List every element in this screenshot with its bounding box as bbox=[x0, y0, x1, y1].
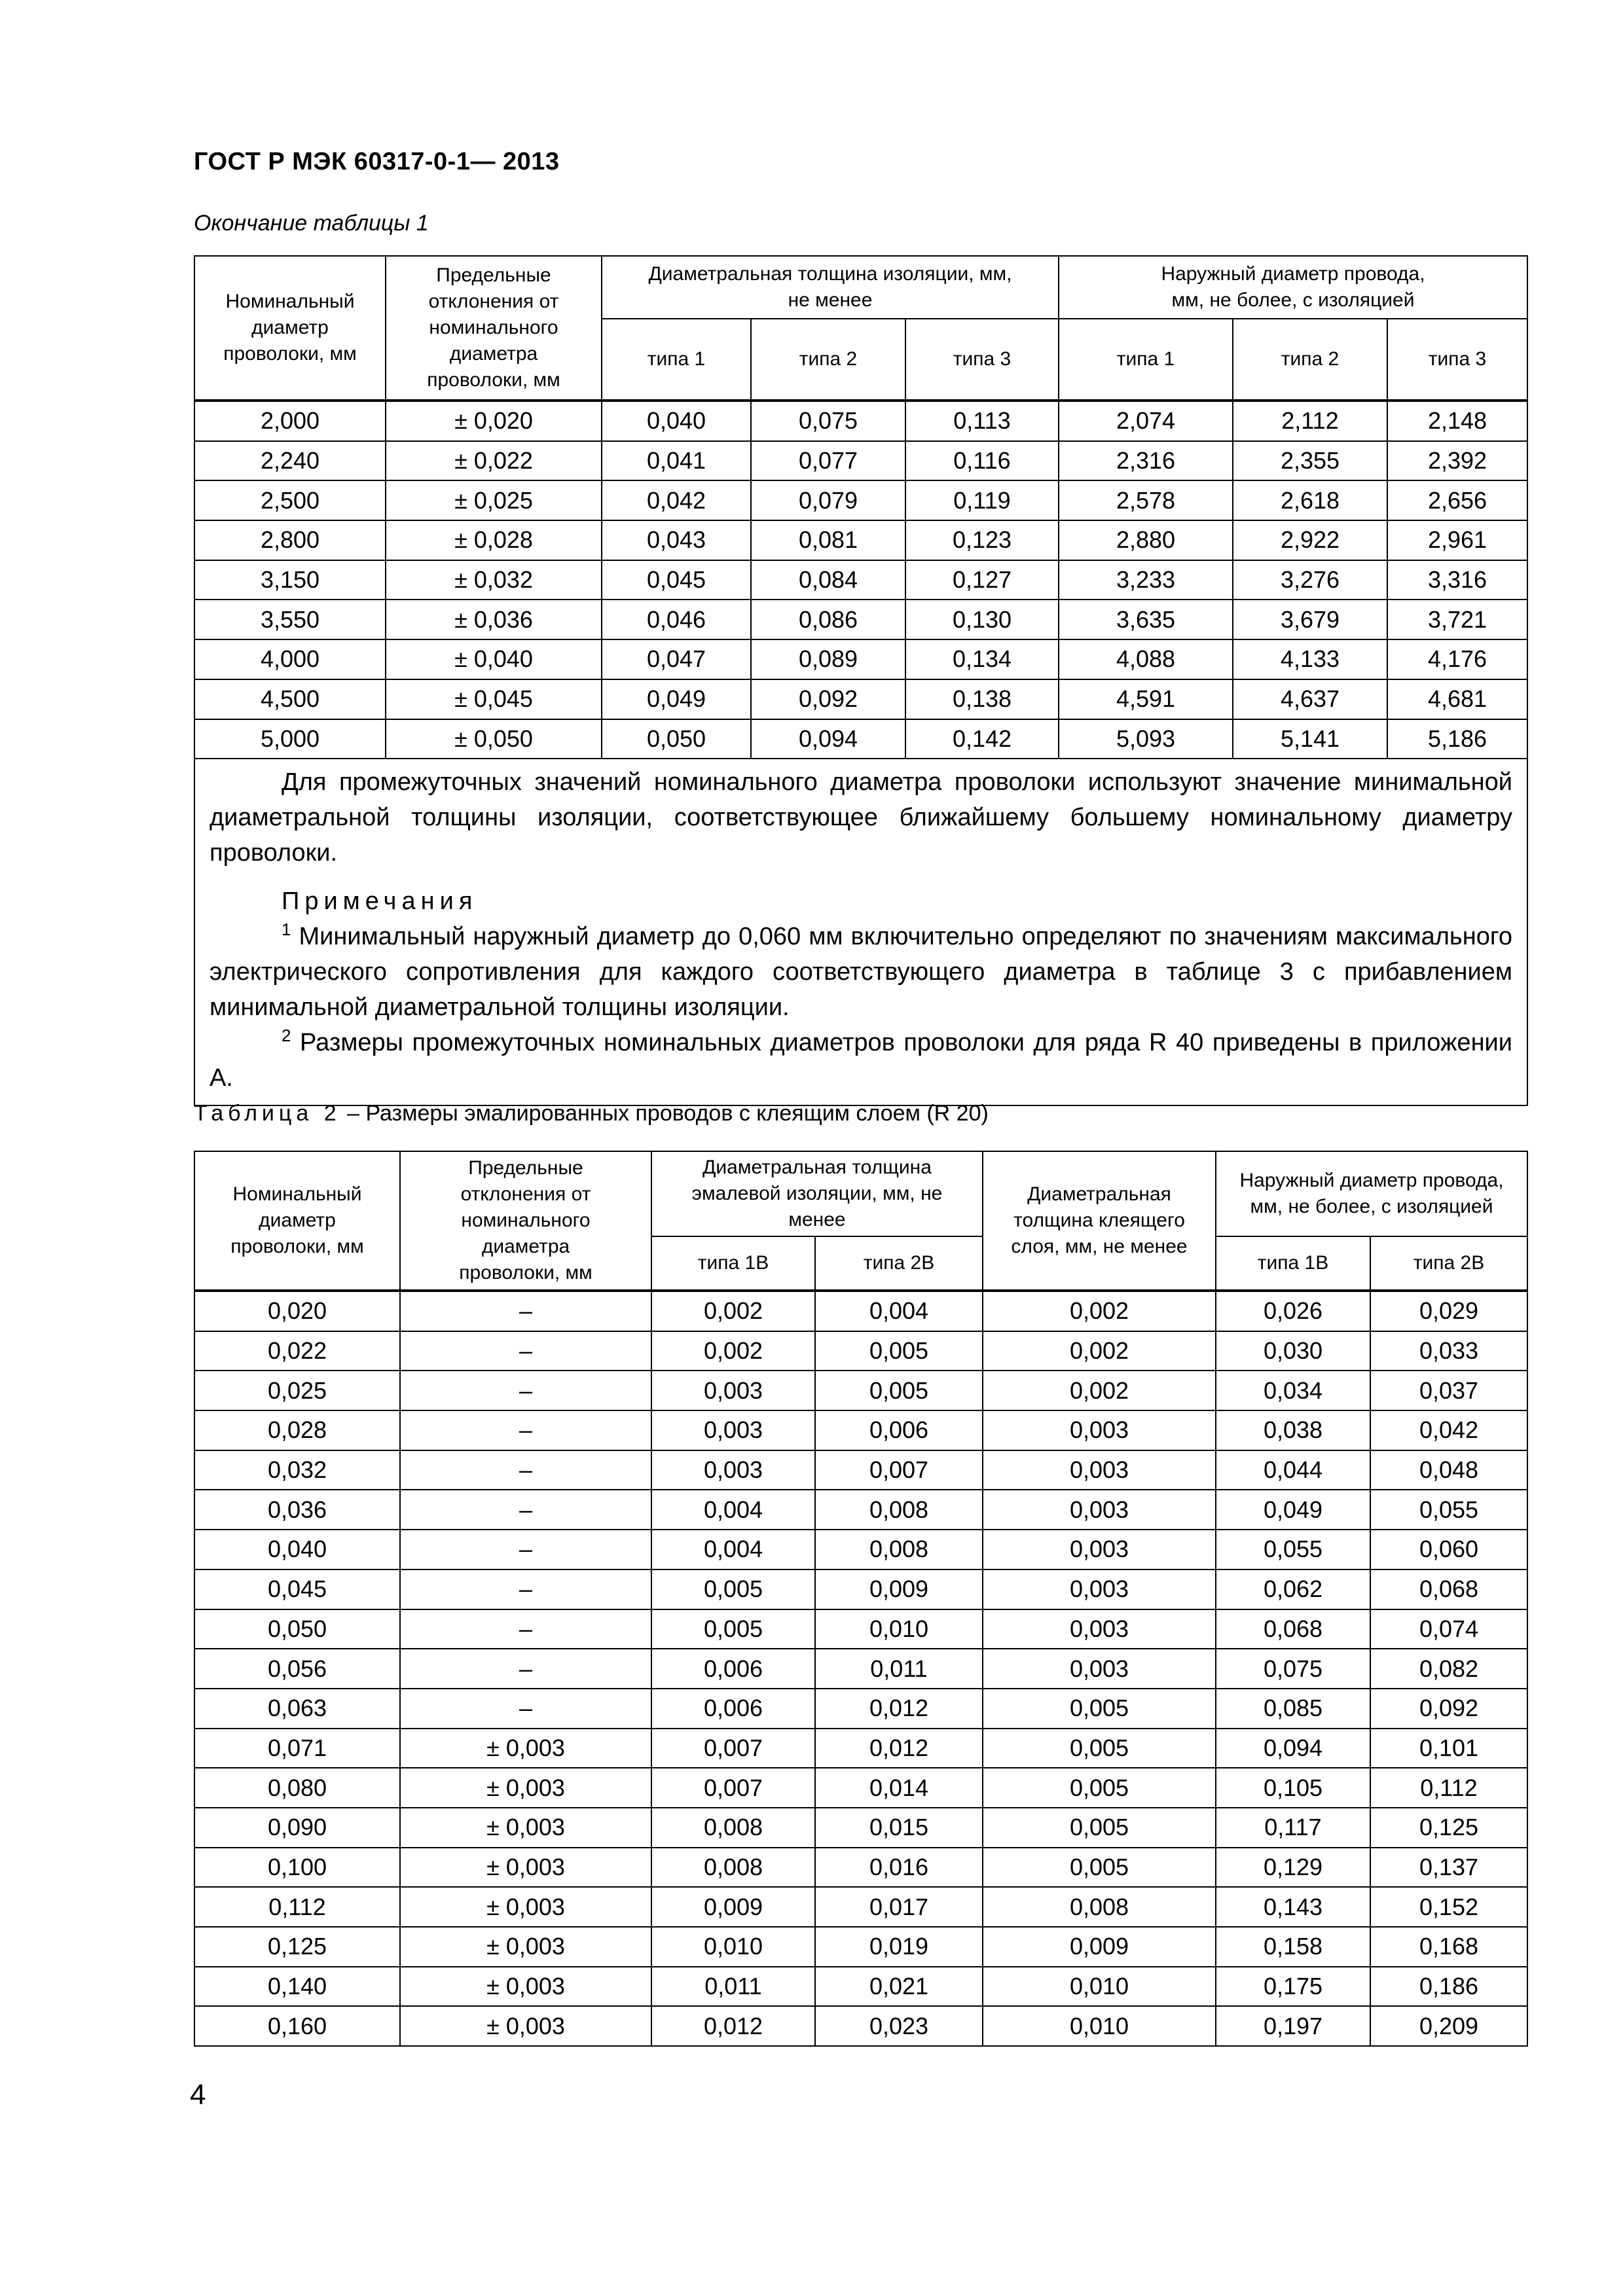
table-cell: 0,009 bbox=[983, 1927, 1216, 1967]
table-cell: 0,005 bbox=[815, 1371, 983, 1410]
table-cell: ± 0,040 bbox=[386, 639, 602, 679]
table-cell: 0,123 bbox=[905, 520, 1059, 560]
table-cell: – bbox=[400, 1331, 651, 1371]
table-cell: 0,010 bbox=[983, 2006, 1216, 2046]
table-cell: 0,197 bbox=[1216, 2006, 1370, 2046]
table-cell: 4,637 bbox=[1233, 679, 1387, 719]
table-cell: 0,125 bbox=[1370, 1808, 1527, 1848]
table-cell: 0,117 bbox=[1216, 1808, 1370, 1848]
table-cell: 4,591 bbox=[1059, 679, 1233, 719]
table-cell: ± 0,003 bbox=[400, 1887, 651, 1927]
table-cell: 0,009 bbox=[651, 1887, 815, 1927]
table-cell: 0,003 bbox=[983, 1609, 1216, 1649]
table-cell: 0,002 bbox=[651, 1291, 815, 1331]
table-cell: 0,038 bbox=[1216, 1410, 1370, 1450]
table-cell: 0,142 bbox=[905, 719, 1059, 759]
table-cell: ± 0,036 bbox=[386, 600, 602, 639]
table-cell: 3,276 bbox=[1233, 560, 1387, 600]
table2-header-tolerance: Предельные отклонения от номинального диаметра проволоки, мм bbox=[400, 1151, 651, 1291]
table2-caption bbox=[194, 1101, 989, 1126]
table-row bbox=[194, 1450, 1527, 1490]
table-cell: 0,005 bbox=[983, 1768, 1216, 1808]
table-cell: 0,003 bbox=[983, 1450, 1216, 1490]
table-cell: 0,092 bbox=[751, 679, 905, 719]
table-cell: ± 0,003 bbox=[400, 1768, 651, 1808]
table-cell: 5,093 bbox=[1059, 719, 1233, 759]
table-cell: 2,148 bbox=[1387, 401, 1527, 441]
notes-intro: Для промежуточных значений номинального диаметра проволоки используют значение минимальной диаметральной толщины изоляции, соответствующее ближайшему большему номинальному диаметру проволоки. bbox=[210, 768, 1513, 867]
table-cell: 0,209 bbox=[1370, 2006, 1527, 2046]
table-cell: 0,005 bbox=[651, 1570, 815, 1609]
table-cell: 0,071 bbox=[194, 1729, 400, 1768]
table-cell: 3,679 bbox=[1233, 600, 1387, 639]
table-cell: 0,043 bbox=[602, 520, 751, 560]
table-cell: 0,005 bbox=[983, 1729, 1216, 1768]
table-cell: 0,008 bbox=[983, 1887, 1216, 1927]
table-cell: 0,094 bbox=[1216, 1729, 1370, 1768]
table-cell: 4,176 bbox=[1387, 639, 1527, 679]
table-cell: – bbox=[400, 1410, 651, 1450]
table-cell: 0,023 bbox=[815, 2006, 983, 2046]
table-cell: 0,056 bbox=[194, 1649, 400, 1689]
table-cell: 0,004 bbox=[815, 1291, 983, 1331]
table-row bbox=[194, 1808, 1527, 1848]
table-cell: 0,085 bbox=[1216, 1689, 1370, 1729]
table-cell: – bbox=[400, 1570, 651, 1609]
table-cell: 0,032 bbox=[194, 1450, 400, 1490]
table-cell: ± 0,028 bbox=[386, 520, 602, 560]
table-cell: 0,046 bbox=[602, 600, 751, 639]
table-cell: 3,316 bbox=[1387, 560, 1527, 600]
table-cell: 0,060 bbox=[1370, 1530, 1527, 1570]
table2-caption-prefix: Таблица 2 bbox=[194, 1101, 341, 1126]
table-row bbox=[194, 719, 1527, 759]
table-cell: 2,074 bbox=[1059, 401, 1233, 441]
table-cell: 0,186 bbox=[1370, 1967, 1527, 2007]
table-cell: 0,112 bbox=[194, 1887, 400, 1927]
table-cell: 0,034 bbox=[1216, 1371, 1370, 1410]
table-cell: 0,152 bbox=[1370, 1887, 1527, 1927]
table-cell: 0,160 bbox=[194, 2006, 400, 2046]
table-cell: 0,003 bbox=[651, 1410, 815, 1450]
table-cell: 0,011 bbox=[651, 1967, 815, 2007]
table-cell: 0,006 bbox=[815, 1410, 983, 1450]
note-2-text: Размеры промежуточных номинальных диаметров проволоки для ряда R 40 приведены в приложении А. bbox=[210, 1029, 1513, 1092]
table1-header-outer-type3: типа 3 bbox=[1387, 319, 1527, 401]
table-cell: 0,002 bbox=[651, 1331, 815, 1371]
table-cell: 0,050 bbox=[194, 1609, 400, 1649]
table1-notes bbox=[194, 759, 1527, 1105]
table-cell: 0,050 bbox=[602, 719, 751, 759]
table-cell: 0,011 bbox=[815, 1649, 983, 1689]
table1-header-outer-type1: типа 1 bbox=[1059, 319, 1233, 401]
table2-caption-text: – Размеры эмалированных проводов с клеящим слоем (R 20) bbox=[340, 1101, 989, 1126]
table-cell: ± 0,050 bbox=[386, 719, 602, 759]
table-cell: 0,007 bbox=[651, 1768, 815, 1808]
table2-header-enamel: Диаметральная толщина эмалевой изоляции, мм, не менее bbox=[651, 1151, 983, 1236]
table-cell: 2,112 bbox=[1233, 401, 1387, 441]
table-cell: 0,008 bbox=[651, 1848, 815, 1888]
table-cell: 0,084 bbox=[751, 560, 905, 600]
table-cell: 0,062 bbox=[1216, 1570, 1370, 1609]
table-row bbox=[194, 1649, 1527, 1689]
table-cell: 0,063 bbox=[194, 1689, 400, 1729]
table-cell: – bbox=[400, 1609, 651, 1649]
table-cell: 0,101 bbox=[1370, 1729, 1527, 1768]
table-cell: 0,028 bbox=[194, 1410, 400, 1450]
table-cell: 0,010 bbox=[651, 1927, 815, 1967]
table-cell: 0,010 bbox=[983, 1967, 1216, 2007]
table-cell: 0,092 bbox=[1370, 1689, 1527, 1729]
table-cell: 5,186 bbox=[1387, 719, 1527, 759]
table-cell: 0,158 bbox=[1216, 1927, 1370, 1967]
table-cell: 0,006 bbox=[651, 1689, 815, 1729]
table-cell: 2,355 bbox=[1233, 441, 1387, 481]
table1 bbox=[194, 255, 1528, 1106]
table-cell: 0,113 bbox=[905, 401, 1059, 441]
table-cell: 2,618 bbox=[1233, 480, 1387, 520]
table-cell: 2,880 bbox=[1059, 520, 1233, 560]
table-row bbox=[194, 1490, 1527, 1530]
table-cell: ± 0,003 bbox=[400, 2006, 651, 2046]
table-cell: 0,089 bbox=[751, 639, 905, 679]
table-cell: 2,000 bbox=[194, 401, 386, 441]
table-cell: 2,316 bbox=[1059, 441, 1233, 481]
table-cell: 2,240 bbox=[194, 441, 386, 481]
note-1 bbox=[210, 919, 1512, 1025]
table-cell: 0,029 bbox=[1370, 1291, 1527, 1331]
table-cell: 3,635 bbox=[1059, 600, 1233, 639]
table1-body bbox=[194, 401, 1527, 759]
table-cell: 0,004 bbox=[651, 1530, 815, 1570]
table-cell: 0,008 bbox=[815, 1490, 983, 1530]
table2-header-nominal: Номинальный диаметр проволоки, мм bbox=[194, 1151, 400, 1291]
document-header: ГОСТ Р МЭК 60317-0-1— 2013 bbox=[194, 148, 560, 175]
table-cell: 0,002 bbox=[983, 1331, 1216, 1371]
table-cell: 0,048 bbox=[1370, 1450, 1527, 1490]
table-cell: 0,045 bbox=[602, 560, 751, 600]
table-row bbox=[194, 1371, 1527, 1410]
table-cell: ± 0,025 bbox=[386, 480, 602, 520]
table-cell: 0,003 bbox=[983, 1490, 1216, 1530]
table-cell: 0,055 bbox=[1216, 1530, 1370, 1570]
table-cell: 0,020 bbox=[194, 1291, 400, 1331]
table-cell: 0,007 bbox=[815, 1450, 983, 1490]
table-cell: – bbox=[400, 1530, 651, 1570]
table-row bbox=[194, 480, 1527, 520]
table2 bbox=[194, 1151, 1528, 2047]
note-2 bbox=[210, 1025, 1512, 1096]
table-cell: 0,014 bbox=[815, 1768, 983, 1808]
note-1-text: Минимальный наружный диаметр до 0,060 мм включительно определяют по значениям максимального электрического сопротивления для каждого соответствующего диаметра в таблице 3 с прибавлением минимальной диаметральной толщины изоляции. bbox=[210, 923, 1513, 1022]
table-cell: 4,133 bbox=[1233, 639, 1387, 679]
table-row bbox=[194, 1570, 1527, 1609]
table-cell: 0,041 bbox=[602, 441, 751, 481]
table-cell: 0,082 bbox=[1370, 1649, 1527, 1689]
table-cell: 0,042 bbox=[1370, 1410, 1527, 1450]
table-cell: – bbox=[400, 1291, 651, 1331]
table-cell: 2,656 bbox=[1387, 480, 1527, 520]
table-row bbox=[194, 1689, 1527, 1729]
table2-header-outer-type1b: типа 1В bbox=[1216, 1236, 1370, 1291]
table-cell: 0,105 bbox=[1216, 1768, 1370, 1808]
table-cell: 0,168 bbox=[1370, 1927, 1527, 1967]
table-cell: 5,000 bbox=[194, 719, 386, 759]
table-row bbox=[194, 1291, 1527, 1331]
table-cell: 0,040 bbox=[602, 401, 751, 441]
table-row bbox=[194, 639, 1527, 679]
table-cell: 2,392 bbox=[1387, 441, 1527, 481]
table-cell: 0,143 bbox=[1216, 1887, 1370, 1927]
table-cell: 0,005 bbox=[651, 1609, 815, 1649]
table-cell: 0,068 bbox=[1370, 1570, 1527, 1609]
notes-heading: Примечания bbox=[282, 888, 478, 916]
table-cell: 0,003 bbox=[651, 1371, 815, 1410]
table-row bbox=[194, 1410, 1527, 1450]
table-cell: – bbox=[400, 1490, 651, 1530]
table-cell: 0,017 bbox=[815, 1887, 983, 1927]
note-2-number: 2 bbox=[282, 1026, 291, 1046]
table-cell: 0,116 bbox=[905, 441, 1059, 481]
table-cell: 0,044 bbox=[1216, 1450, 1370, 1490]
table-cell: 0,134 bbox=[905, 639, 1059, 679]
table-cell: 4,681 bbox=[1387, 679, 1527, 719]
table2-header-enamel-type2b: типа 2В bbox=[815, 1236, 983, 1291]
table-cell: 0,012 bbox=[815, 1689, 983, 1729]
table-cell: ± 0,003 bbox=[400, 1729, 651, 1768]
table-cell: 4,088 bbox=[1059, 639, 1233, 679]
table-cell: 0,025 bbox=[194, 1371, 400, 1410]
table-cell: 0,008 bbox=[815, 1530, 983, 1570]
table-cell: 0,005 bbox=[983, 1848, 1216, 1888]
table1-header-outer-type2: типа 2 bbox=[1233, 319, 1387, 401]
table-cell: 0,005 bbox=[983, 1808, 1216, 1848]
table-cell: ± 0,045 bbox=[386, 679, 602, 719]
table-row bbox=[194, 1331, 1527, 1371]
table-cell: 0,012 bbox=[651, 2006, 815, 2046]
table-cell: 0,090 bbox=[194, 1808, 400, 1848]
table-cell: 0,033 bbox=[1370, 1331, 1527, 1371]
table-cell: 0,140 bbox=[194, 1967, 400, 2007]
table-cell: 0,079 bbox=[751, 480, 905, 520]
table-cell: 0,004 bbox=[651, 1490, 815, 1530]
note-1-number: 1 bbox=[282, 920, 291, 940]
table-cell: 0,129 bbox=[1216, 1848, 1370, 1888]
page-number: 4 bbox=[190, 2079, 206, 2111]
table-cell: 0,012 bbox=[815, 1729, 983, 1768]
table-cell: 0,049 bbox=[1216, 1490, 1370, 1530]
table-cell: 0,042 bbox=[602, 480, 751, 520]
table-cell: ± 0,020 bbox=[386, 401, 602, 441]
table-row bbox=[194, 520, 1527, 560]
table-cell: 0,009 bbox=[815, 1570, 983, 1609]
table-cell: 0,008 bbox=[651, 1808, 815, 1848]
table-cell: – bbox=[400, 1649, 651, 1689]
table-cell: 3,721 bbox=[1387, 600, 1527, 639]
table-cell: 0,002 bbox=[983, 1371, 1216, 1410]
table-cell: 0,010 bbox=[815, 1609, 983, 1649]
table-row bbox=[194, 560, 1527, 600]
table-cell: – bbox=[400, 1371, 651, 1410]
table-cell: 0,005 bbox=[815, 1331, 983, 1371]
table-cell: 0,022 bbox=[194, 1331, 400, 1371]
table-cell: 2,500 bbox=[194, 480, 386, 520]
table-cell: 0,138 bbox=[905, 679, 1059, 719]
table-cell: – bbox=[400, 1689, 651, 1729]
table-cell: 0,080 bbox=[194, 1768, 400, 1808]
table-cell: 0,086 bbox=[751, 600, 905, 639]
table-cell: 3,550 bbox=[194, 600, 386, 639]
table-row bbox=[194, 1927, 1527, 1967]
table-cell: 0,036 bbox=[194, 1490, 400, 1530]
table-cell: ± 0,003 bbox=[400, 1927, 651, 1967]
table-row bbox=[194, 1887, 1527, 1927]
table-cell: 0,002 bbox=[983, 1291, 1216, 1331]
table-row bbox=[194, 679, 1527, 719]
table-cell: 4,500 bbox=[194, 679, 386, 719]
table-cell: 0,005 bbox=[983, 1689, 1216, 1729]
table-row bbox=[194, 1729, 1527, 1768]
table-cell: 5,141 bbox=[1233, 719, 1387, 759]
table1-header-nominal: Номинальный диаметр проволоки, мм bbox=[194, 256, 386, 401]
table1-header-ins-type1: типа 1 bbox=[602, 319, 751, 401]
table1-caption: Окончание таблицы 1 bbox=[194, 211, 429, 236]
table-cell: 0,112 bbox=[1370, 1768, 1527, 1808]
table-cell: 0,175 bbox=[1216, 1967, 1370, 2007]
table2-body bbox=[194, 1291, 1527, 2046]
table-cell: 0,026 bbox=[1216, 1291, 1370, 1331]
table-cell: 0,125 bbox=[194, 1927, 400, 1967]
table-cell: ± 0,003 bbox=[400, 1848, 651, 1888]
table2-header-enamel-type1b: типа 1В bbox=[651, 1236, 815, 1291]
table-cell: 0,003 bbox=[983, 1570, 1216, 1609]
table-cell: 4,000 bbox=[194, 639, 386, 679]
table-cell: ± 0,003 bbox=[400, 1808, 651, 1848]
table-cell: 2,961 bbox=[1387, 520, 1527, 560]
table-cell: 0,055 bbox=[1370, 1490, 1527, 1530]
table-cell: 0,006 bbox=[651, 1649, 815, 1689]
table-cell: 0,077 bbox=[751, 441, 905, 481]
table-row bbox=[194, 401, 1527, 441]
table-cell: 0,094 bbox=[751, 719, 905, 759]
table-cell: 3,233 bbox=[1059, 560, 1233, 600]
table-cell: 0,030 bbox=[1216, 1331, 1370, 1371]
table-cell: 2,578 bbox=[1059, 480, 1233, 520]
table-cell: 0,003 bbox=[983, 1410, 1216, 1450]
table-row bbox=[194, 2006, 1527, 2046]
table-cell: 0,100 bbox=[194, 1848, 400, 1888]
table-row bbox=[194, 1768, 1527, 1808]
table-cell: 0,021 bbox=[815, 1967, 983, 2007]
table-cell: 0,007 bbox=[651, 1729, 815, 1768]
table-cell: 0,015 bbox=[815, 1808, 983, 1848]
table-cell: 0,081 bbox=[751, 520, 905, 560]
table-cell: 0,075 bbox=[1216, 1649, 1370, 1689]
table-row bbox=[194, 1609, 1527, 1649]
table1-header-outer: Наружный диаметр провода, мм, не более, с изоляцией bbox=[1059, 256, 1527, 319]
table1-header-ins-type3: типа 3 bbox=[905, 319, 1059, 401]
table-cell: 0,137 bbox=[1370, 1848, 1527, 1888]
table-cell: ± 0,022 bbox=[386, 441, 602, 481]
table-cell: 0,040 bbox=[194, 1530, 400, 1570]
table-cell: 0,049 bbox=[602, 679, 751, 719]
table-row bbox=[194, 600, 1527, 639]
table-cell: 0,037 bbox=[1370, 1371, 1527, 1410]
table-cell: 0,119 bbox=[905, 480, 1059, 520]
table-cell: 0,003 bbox=[651, 1450, 815, 1490]
table-cell: ± 0,003 bbox=[400, 1967, 651, 2007]
table-cell: 0,130 bbox=[905, 600, 1059, 639]
table-cell: 0,003 bbox=[983, 1649, 1216, 1689]
table-cell: 0,003 bbox=[983, 1530, 1216, 1570]
table1-header-ins-type2: типа 2 bbox=[751, 319, 905, 401]
table-cell: 0,074 bbox=[1370, 1609, 1527, 1649]
table-cell: 2,922 bbox=[1233, 520, 1387, 560]
table-row bbox=[194, 1967, 1527, 2007]
table-cell: 0,075 bbox=[751, 401, 905, 441]
table-cell: 2,800 bbox=[194, 520, 386, 560]
table-row bbox=[194, 1530, 1527, 1570]
table-cell: ± 0,032 bbox=[386, 560, 602, 600]
table-row bbox=[194, 441, 1527, 481]
table-cell: – bbox=[400, 1450, 651, 1490]
table1-header-insulation: Диаметральная толщина изоляции, мм, не менее bbox=[602, 256, 1059, 319]
table-row bbox=[194, 1848, 1527, 1888]
table-cell: 3,150 bbox=[194, 560, 386, 600]
table-cell: 0,019 bbox=[815, 1927, 983, 1967]
table2-header-outer: Наружный диаметр провода, мм, не более, с изоляцией bbox=[1216, 1151, 1527, 1236]
table-cell: 0,016 bbox=[815, 1848, 983, 1888]
table2-header-bond: Диаметральная толщина клеящего слоя, мм, не менее bbox=[983, 1151, 1216, 1291]
table-cell: 0,127 bbox=[905, 560, 1059, 600]
table-cell: 0,047 bbox=[602, 639, 751, 679]
table1-header-tolerance: Предельные отклонения от номинального диаметра проволоки, мм bbox=[386, 256, 602, 401]
table-cell: 0,045 bbox=[194, 1570, 400, 1609]
table-cell: 0,068 bbox=[1216, 1609, 1370, 1649]
table2-header-outer-type2b: типа 2В bbox=[1370, 1236, 1527, 1291]
